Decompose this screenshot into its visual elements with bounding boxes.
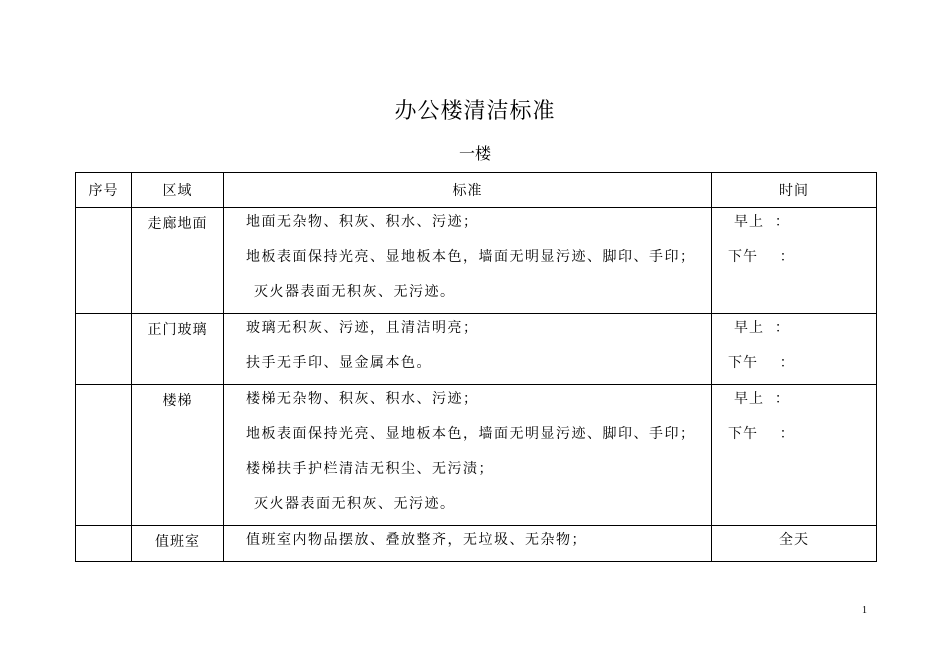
criteria-line: 楼梯扶手护栏清洁无积尘、无污渍； — [246, 461, 494, 477]
row-area: 正门玻璃 — [132, 314, 224, 385]
time-all-day: 全天 — [779, 532, 809, 548]
cleaning-standards-table — [75, 172, 877, 562]
header-index: 序号 — [76, 173, 132, 208]
table-row — [76, 385, 877, 526]
criteria-line: 灭火器表面无积灰、无污迹。 — [254, 284, 456, 300]
page-number: 1 — [862, 605, 867, 616]
time-morning: 早上 ： — [734, 391, 790, 407]
row-time — [712, 385, 877, 526]
row-criteria — [224, 314, 712, 385]
time-morning: 早上 ： — [734, 320, 790, 336]
row-index — [76, 526, 132, 562]
row-area: 走廊地面 — [132, 208, 224, 314]
criteria-line: 楼梯无杂物、积灰、积水、污迹； — [246, 391, 479, 407]
criteria-line: 地板表面保持光亮、显地板本色，墙面无明显污迹、脚印、手印； — [246, 249, 696, 265]
criteria-line: 地面无杂物、积灰、积水、污迹； — [246, 214, 479, 230]
criteria-line: 扶手无手印、显金属本色。 — [246, 355, 432, 371]
criteria-line: 玻璃无积灰、污迹，且清洁明亮； — [246, 320, 479, 336]
time-morning: 早上 ： — [734, 214, 790, 230]
table-row — [76, 314, 877, 385]
time-afternoon: 下午 ： — [728, 355, 795, 371]
row-time — [712, 208, 877, 314]
row-criteria — [224, 526, 712, 562]
row-area: 楼梯 — [132, 385, 224, 526]
header-area: 区域 — [132, 173, 224, 208]
document-title: 办公楼清洁标准 — [394, 99, 556, 124]
table-row — [76, 526, 877, 562]
row-index — [76, 208, 132, 314]
table-row — [76, 208, 877, 314]
row-index — [76, 385, 132, 526]
document-subtitle: 一楼 — [458, 144, 491, 163]
header-time: 时间 — [712, 173, 877, 208]
row-area: 值班室 — [132, 526, 224, 562]
row-criteria — [224, 385, 712, 526]
criteria-line: 值班室内物品摆放、叠放整齐，无垃圾、无杂物； — [246, 532, 587, 548]
criteria-line: 地板表面保持光亮、显地板本色，墙面无明显污迹、脚印、手印； — [246, 426, 696, 442]
row-time — [712, 314, 877, 385]
time-afternoon: 下午 ： — [728, 249, 795, 265]
criteria-line: 灭火器表面无积灰、无污迹。 — [254, 496, 456, 512]
time-afternoon: 下午 ： — [728, 426, 795, 442]
row-index — [76, 314, 132, 385]
row-criteria — [224, 208, 712, 314]
row-time — [712, 526, 877, 562]
header-standard: 标准 — [224, 173, 712, 208]
table-header-row — [76, 173, 877, 208]
